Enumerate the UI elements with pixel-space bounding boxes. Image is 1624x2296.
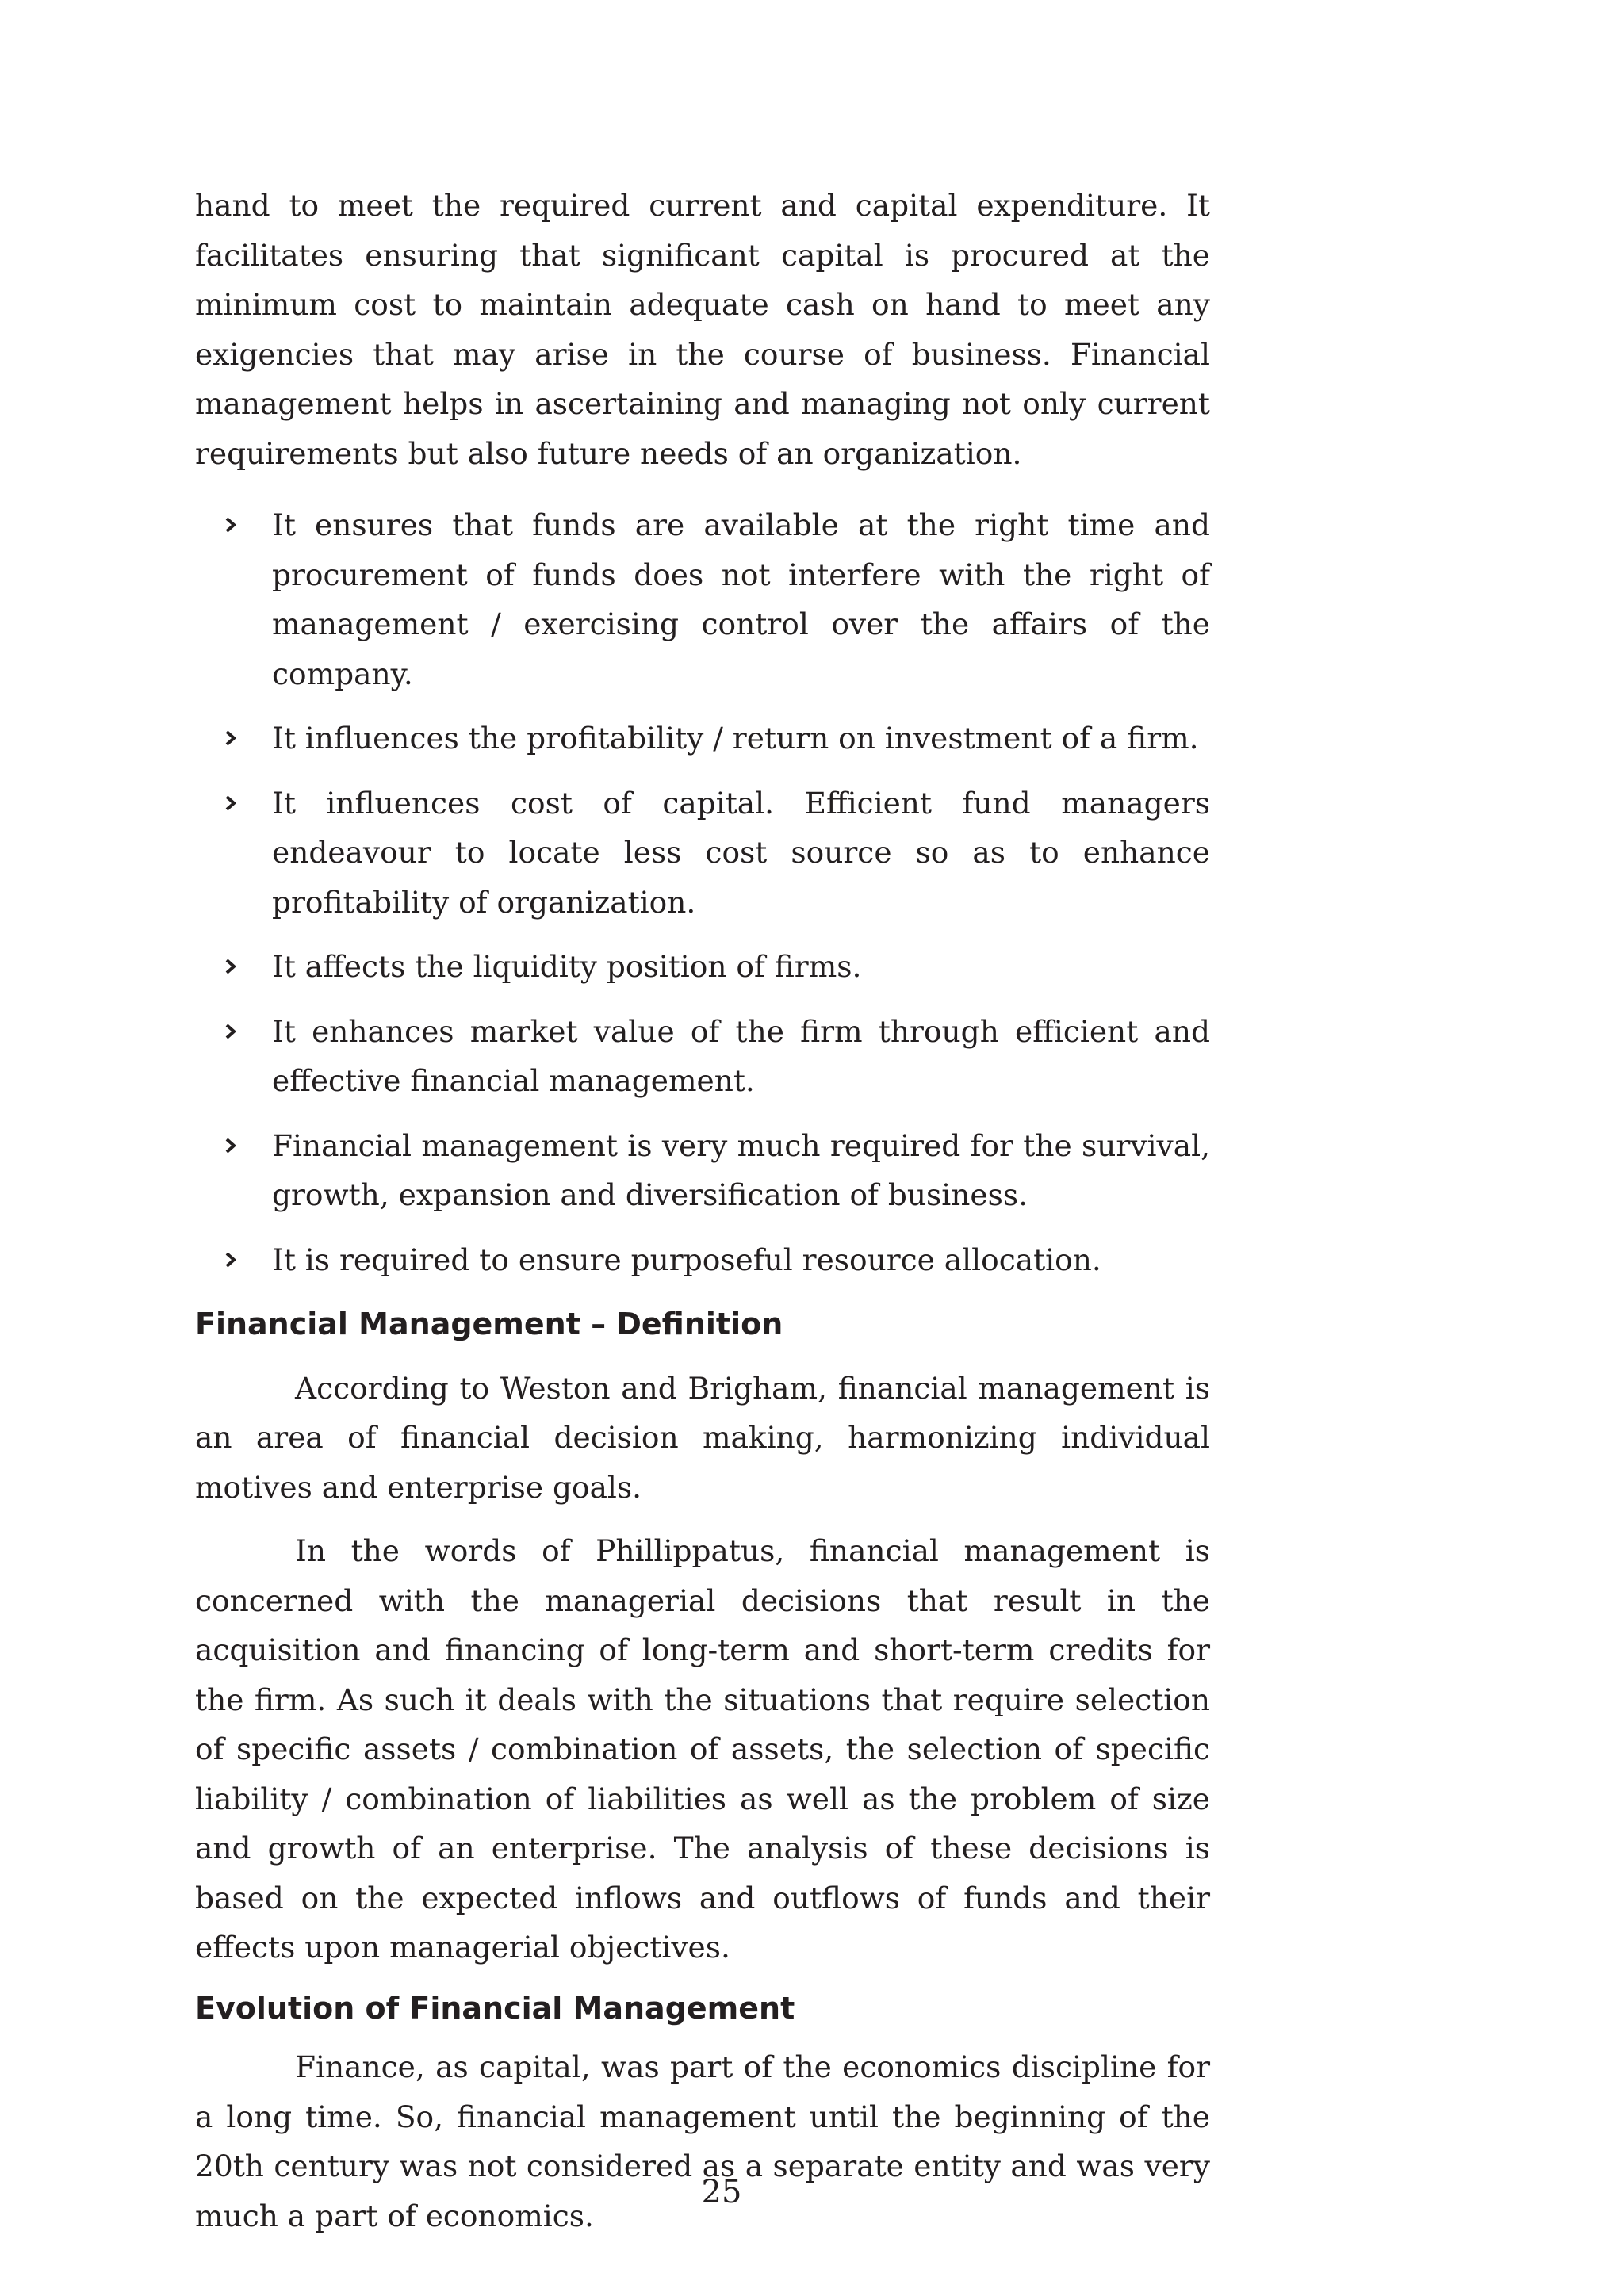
list-item-text: It enhances market value of the firm through efficient and effective financial management. [272, 1013, 1210, 1098]
page-number: 25 [701, 2174, 742, 2210]
list-item-text: Financial management is very much required for the survival, growth, expansion and diversification of business. [272, 1127, 1210, 1212]
intro-paragraph: hand to meet the required current and capital expenditure. It facilitates ensuring that significant capital is procured at the minimum cost to maintain adequate cash on hand to meet any exigencies that may arise in the course of business. Financial management helps in ascertaining and managing not only current requirements but also future needs of an organization. [195, 188, 1210, 471]
list-item [195, 714, 1210, 763]
chevron-right-icon [225, 714, 241, 763]
list-item [195, 942, 1210, 992]
bullet-list [195, 500, 1210, 1284]
section-heading-definition: Financial Management – Definition [195, 1307, 783, 1341]
chevron-right-icon [225, 1121, 241, 1171]
list-item [195, 500, 1210, 698]
chevron-right-icon [225, 779, 241, 828]
evolution-paragraph: Finance, as capital, was part of the economics discipline for a long time. So, financial management until the beginning of the 20th century was not considered as a separate entity and was very much a part of economics. [195, 2049, 1210, 2233]
chevron-right-icon [225, 1007, 241, 1057]
chevron-right-icon [225, 500, 241, 550]
list-item-text: It influences the profitability / return on investment of a firm. [272, 721, 1199, 756]
list-item-text: It is required to ensure purposeful resource allocation. [272, 1242, 1101, 1277]
list-item [195, 1007, 1210, 1106]
definition-paragraph-weston: According to Weston and Brigham, financial management is an area of financial decision making, harmonizing individual motives and enterprise goals. [195, 1370, 1210, 1505]
chevron-right-icon [225, 1235, 241, 1285]
page-content [195, 181, 1210, 2241]
list-item [195, 1121, 1210, 1220]
list-item-text: It ensures that funds are available at the right time and procurement of funds does not interfere with the right of management / exercising control over the affairs of the company. [272, 507, 1210, 691]
definition-paragraph-phillippatus: In the words of Phillippatus, financial management is concerned with the managerial decisions that result in the acquisition and financing of long-term and short-term credits for the firm. As such it deals with the situations that require selection of specific assets / combination of assets, the selection of specific liability / combination of liabilities as well as the problem of size and growth of an enterprise. The analysis of these decisions is based on the expected inflows and outflows of funds and their effects upon managerial objectives. [195, 1533, 1210, 1965]
list-item [195, 779, 1210, 928]
chevron-right-icon [225, 942, 241, 992]
list-item [195, 1235, 1210, 1285]
list-item-text: It affects the liquidity position of firms. [272, 949, 862, 984]
section-heading-evolution: Evolution of Financial Management [195, 1990, 795, 2026]
list-item-text: It influences cost of capital. Efficient fund managers endeavour to locate less cost source so as to enhance profitability of organization. [272, 785, 1210, 920]
